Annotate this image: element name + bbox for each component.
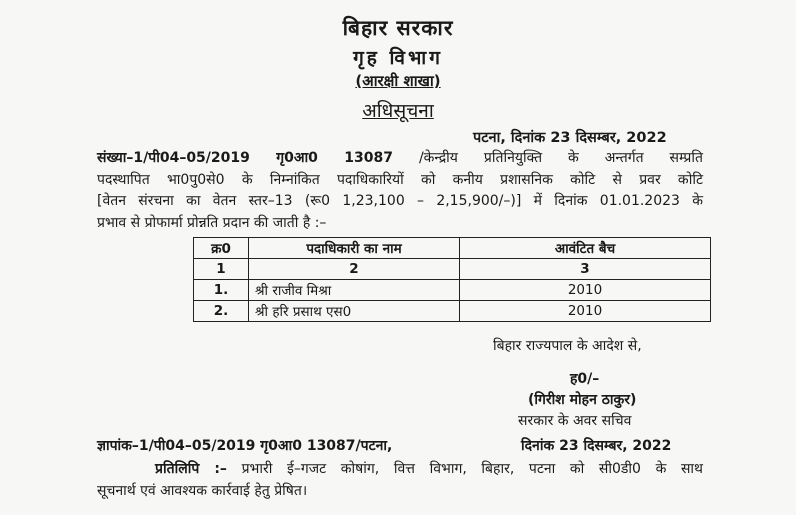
header-serial: क्र0	[194, 238, 249, 259]
table-index-row	[194, 259, 711, 280]
copy-line-1-rest: प्रभारी ई–गजट कोषांग, वित्त विभाग, बिहार, पटना को सी0डी0 के साथ	[241, 461, 704, 477]
serial-cell: 1.	[194, 280, 249, 301]
signatory-designation: सरकार के अवर सचिव	[518, 413, 632, 429]
body-line-4: प्रभाव से प्रोफार्मा प्रोन्नति प्रदान की जाती है :–	[97, 214, 327, 231]
body-line-2: पदस्थापित भा0पु0से0 के निम्नांकित पदाधिकारियों को कनीय प्रशासनिक कोटि से प्रवर कोटि	[97, 171, 703, 188]
body-line-1	[97, 148, 703, 170]
header-name: पदाधिकारी का नाम	[249, 238, 460, 259]
copy-line-1	[97, 459, 703, 481]
officers-table	[193, 237, 711, 322]
table-row	[194, 280, 711, 301]
officer-name-cell: श्री राजीव मिश्रा	[249, 280, 460, 301]
government-heading: बिहार सरकार	[342, 16, 454, 40]
copy-line-2: सूचनार्थ एवं आवश्यक कार्रवाई हेतु प्रेषित।	[97, 482, 308, 499]
table-row	[194, 301, 711, 322]
order-text: बिहार राज्यपाल के आदेश से,	[493, 338, 642, 354]
batch-cell: 2010	[460, 301, 711, 322]
officer-name-cell: श्री हरि प्रसाथ एस0	[249, 301, 460, 322]
notification-number: संख्या–1/पी04–05/2019 गृ0आ0 13087	[97, 150, 393, 166]
serial-cell: 2.	[194, 301, 249, 322]
index-cell: 3	[460, 259, 711, 280]
department-heading: गृह विभाग	[353, 47, 443, 69]
copy-label: प्रतिलिपि :–	[155, 461, 227, 477]
table-header-row	[194, 238, 711, 259]
copy-body	[97, 459, 703, 502]
document-title-text: अधिसूचना	[362, 100, 434, 122]
index-cell: 2	[249, 259, 460, 280]
date-line: पटना, दिनांक 23 दिसम्बर, 2022	[473, 130, 667, 146]
branch-heading	[0, 71, 796, 91]
branch-text: (आरक्षी शाखा)	[355, 72, 441, 90]
body-line-1-rest: /केन्द्रीय प्रतिनियुक्ति के अन्तर्गत सम्प्रति	[418, 150, 704, 166]
batch-cell: 2010	[460, 280, 711, 301]
memo-date: दिनांक 23 दिसम्बर, 2022	[521, 438, 672, 454]
body-line-3: [वेतन संरचना का वेतन स्तर–13 (रू0 1,23,100 – 2,15,900/–)] में दिनांक 01.01.2023 के	[97, 193, 703, 209]
index-cell: 1	[194, 259, 249, 280]
signatory-name: (गिरीश मोहन ठाकुर)	[528, 392, 637, 408]
signature-sd: ह0/–	[570, 371, 600, 387]
memo-number: ज्ञापांक–1/पी04–05/2019 गृ0आ0 13087/पटना,	[97, 438, 393, 454]
notification-body	[97, 148, 703, 234]
document-title	[0, 97, 796, 123]
header-batch: आवंटित बैच	[460, 238, 711, 259]
